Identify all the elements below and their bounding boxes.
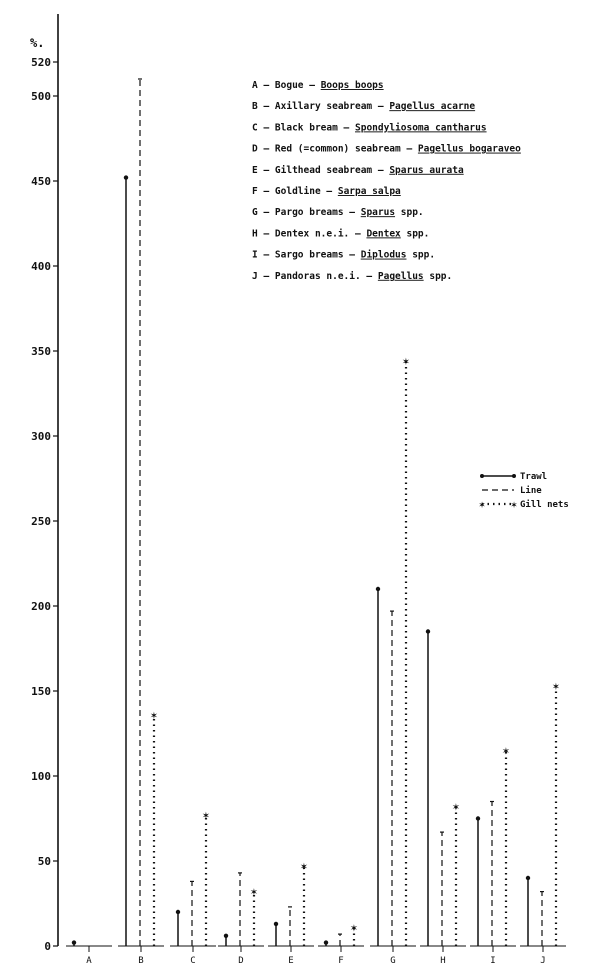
key-entry: E – Gilthead seabream – Sparus aurata: [252, 164, 464, 176]
x-category-label: F: [338, 956, 344, 966]
x-category-label: A: [86, 956, 92, 966]
key-entry: H – Dentex n.e.i. – Dentex spp.: [252, 228, 430, 240]
y-tick-label: 450: [31, 175, 51, 188]
y-tick-label: 500: [31, 90, 51, 103]
key-entry: C – Black bream – Spondyliosoma cantharus: [252, 122, 487, 134]
bar-end-dot: [526, 876, 530, 880]
y-tick-label: 200: [31, 600, 51, 613]
key-common-name: Pargo breams: [274, 207, 344, 219]
key-suffix: spp.: [400, 228, 430, 240]
legend-label: Gill nets: [520, 500, 569, 510]
x-category-label: I: [490, 956, 496, 966]
bar-end-star: ✶: [149, 710, 159, 722]
x-category-label: H: [440, 956, 446, 966]
key-letter: E: [252, 164, 258, 176]
key-letter: J: [252, 270, 258, 282]
bar-end-dot: [274, 922, 278, 926]
x-category-label: B: [138, 956, 144, 966]
legend-marker: [512, 474, 516, 478]
legend-label: Trawl: [520, 472, 548, 482]
key-common-name: Dentex n.e.i.: [274, 228, 350, 240]
y-tick-label: 400: [31, 260, 51, 273]
bar-end-dot: [426, 629, 430, 633]
key-entry: F – Goldline – Sarpa salpa: [252, 186, 401, 197]
legend-marker: ✶: [510, 501, 518, 511]
chart-axes: [30, 14, 58, 953]
key-letter: I: [252, 249, 258, 261]
key-common-name: Gilthead seabream: [274, 164, 373, 176]
legend-marker: [480, 474, 484, 478]
y-tick-label: 0: [44, 940, 51, 953]
bar-end-dot: [224, 934, 228, 938]
y-tick-label: 520: [31, 56, 51, 69]
key-scientific-name: Pagellus: [377, 270, 424, 282]
key-letter: G: [252, 207, 258, 219]
key-common-name: Black bream: [274, 122, 338, 134]
bar-end-star: ✶: [451, 802, 461, 814]
bar-end-dot: [476, 816, 480, 820]
bar-end-dot: [124, 175, 128, 179]
bar-end-dot: [324, 940, 328, 944]
bar-end-dot: [376, 587, 380, 591]
key-letter: B: [252, 101, 258, 113]
x-category-label: E: [288, 956, 294, 966]
bar-end-star: ✶: [349, 923, 359, 935]
key-common-name: Goldline: [274, 186, 321, 197]
legend-marker: ✶: [478, 501, 486, 511]
bar-end-dot: [72, 940, 76, 944]
species-key: [252, 80, 521, 282]
bar-end-star: ✶: [201, 811, 211, 823]
bar-end-star: ✶: [551, 681, 561, 693]
bar-end-star: ✶: [401, 357, 411, 369]
x-category-label: C: [190, 956, 196, 966]
key-suffix: spp.: [406, 249, 436, 261]
key-letter: C: [252, 122, 258, 134]
key-entry: J – Pandoras n.e.i. – Pagellus spp.: [252, 270, 453, 282]
y-axis-unit-label: %.: [30, 36, 45, 50]
x-category-label: D: [238, 956, 244, 966]
key-scientific-name: Sparus: [360, 207, 396, 219]
key-common-name: Axillary seabream: [274, 101, 373, 113]
legend-label: Line: [520, 486, 542, 496]
bar-end-star: ✶: [249, 887, 259, 899]
y-tick-label: 300: [31, 430, 51, 443]
key-entry: A – Bogue – Boops boops: [252, 80, 384, 91]
bar-end-star: ✶: [299, 862, 309, 874]
key-entry: G – Pargo breams – Sparus spp.: [252, 207, 424, 219]
key-suffix: spp.: [395, 207, 424, 219]
key-letter: A: [252, 80, 258, 91]
key-scientific-name: Spondyliosoma cantharus: [355, 122, 487, 134]
key-letter: D: [252, 143, 258, 155]
key-common-name: Red (=common) seabream: [274, 143, 401, 155]
key-entry: D – Red (=common) seabream – Pagellus bogaraveo: [252, 143, 521, 155]
key-common-name: Bogue: [274, 80, 304, 91]
key-letter: H: [252, 228, 258, 240]
key-common-name: Pandoras n.e.i.: [274, 270, 361, 282]
y-tick-label: 350: [31, 345, 51, 358]
key-scientific-name: Pagellus acarne: [389, 101, 476, 113]
key-scientific-name: Diplodus: [360, 249, 407, 261]
y-tick-label: 150: [31, 685, 51, 698]
key-common-name: Sargo breams: [274, 249, 344, 261]
y-tick-label: 250: [31, 515, 51, 528]
key-scientific-name: Sparus aurata: [389, 164, 464, 176]
x-category-label: J: [540, 956, 546, 966]
key-entry: I – Sargo breams – Diplodus spp.: [252, 249, 436, 261]
key-scientific-name: Pagellus bogaraveo: [417, 143, 521, 155]
key-scientific-name: Sarpa salpa: [337, 186, 401, 197]
key-scientific-name: Boops boops: [320, 80, 384, 91]
key-scientific-name: Dentex: [366, 228, 401, 240]
y-tick-label: 100: [31, 770, 51, 783]
y-tick-label: 50: [37, 855, 51, 868]
key-entry: B – Axillary seabream – Pagellus acarne: [252, 101, 476, 113]
key-letter: F: [252, 186, 258, 197]
chart-legend: [478, 472, 569, 511]
bar-end-dot: [176, 910, 180, 914]
key-suffix: spp.: [423, 270, 453, 282]
bar-end-star: ✶: [501, 746, 511, 758]
x-category-label: G: [390, 956, 396, 966]
